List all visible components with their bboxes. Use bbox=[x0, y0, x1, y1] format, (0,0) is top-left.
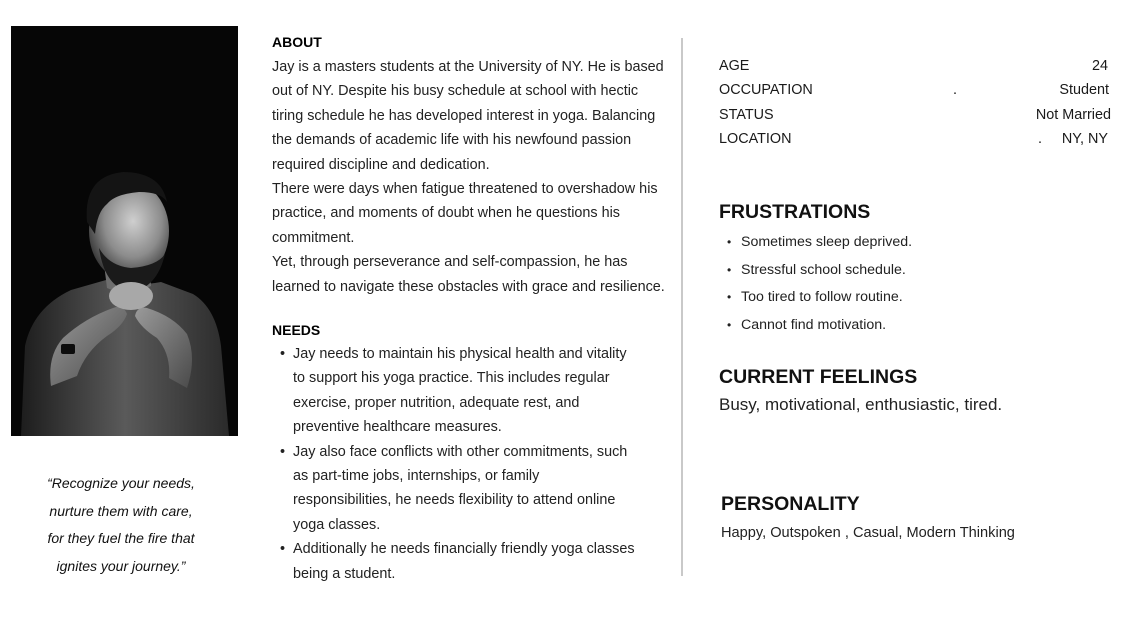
bullet-icon: • bbox=[727, 317, 732, 332]
info-row-age bbox=[719, 54, 1111, 78]
separator-dot: . bbox=[1038, 131, 1042, 148]
personality-title: PERSONALITY bbox=[721, 493, 860, 515]
frustration-text: Sometimes sleep deprived. bbox=[741, 234, 913, 250]
about-line: required discipline and dedication. bbox=[272, 156, 490, 173]
persona-info bbox=[719, 54, 1111, 152]
info-key: OCCUPATION bbox=[719, 82, 813, 99]
frustration-text: Stressful school schedule. bbox=[741, 261, 906, 278]
bullet-icon: • bbox=[280, 541, 286, 558]
info-row-location bbox=[719, 127, 1111, 151]
bullet-icon: • bbox=[727, 235, 732, 249]
needs-line: to support his yoga practice. This includes regular bbox=[293, 370, 610, 387]
about-line: practice, and moments of doubt when he questions his bbox=[272, 205, 620, 222]
info-key: STATUS bbox=[719, 106, 774, 123]
frustration-item bbox=[727, 312, 912, 340]
info-value: NY, NY bbox=[1061, 131, 1108, 148]
quote-line: ignites your journey.” bbox=[56, 557, 186, 574]
info-value: Student bbox=[1059, 82, 1109, 99]
needs-line: preventive healthcare measures. bbox=[293, 419, 502, 436]
info-value: Not Married bbox=[1035, 106, 1111, 123]
needs-line: responsibilities, he needs flexibility to attend online bbox=[293, 492, 616, 509]
needs-line: being a student. bbox=[293, 565, 396, 582]
personality-text: Happy, Outspoken , Casual, Modern Thinking bbox=[721, 525, 1015, 541]
about-line: learned to navigate these obstacles with grace and resilience. bbox=[272, 278, 665, 295]
about-line: commitment. bbox=[272, 229, 355, 246]
bullet-icon: • bbox=[727, 262, 732, 277]
needs-line: Jay needs to maintain his physical health and vitality bbox=[293, 346, 627, 362]
info-key: AGE bbox=[719, 58, 750, 74]
needs-line: Jay also face conflicts with other commitments, such bbox=[293, 443, 628, 460]
about-line: There were days when fatigue threatened to overshadow his bbox=[272, 181, 658, 198]
quote-line: for they fuel the fire that bbox=[47, 530, 195, 546]
frustration-text: Too tired to follow routine. bbox=[741, 289, 903, 305]
column-divider bbox=[681, 38, 683, 576]
needs-item bbox=[280, 342, 650, 440]
about-line: the demands of academic life with his newfound passion bbox=[272, 132, 632, 149]
bullet-icon: • bbox=[727, 290, 732, 304]
current-feelings-text: Busy, motivational, enthusiastic, tired. bbox=[719, 395, 1003, 414]
needs-list bbox=[280, 342, 650, 586]
bullet-icon: • bbox=[280, 346, 286, 362]
persona-quote bbox=[11, 470, 231, 580]
about-line: Yet, through perseverance and self-compassion, he has bbox=[272, 254, 628, 271]
needs-title: NEEDS bbox=[272, 322, 321, 338]
profile-photo bbox=[11, 26, 238, 436]
about-line: out of NY. Despite his busy schedule at school with hectic bbox=[272, 83, 639, 100]
quote-line: nurture them with care, bbox=[49, 502, 193, 519]
info-key: LOCATION bbox=[719, 131, 792, 148]
frustration-item bbox=[727, 257, 912, 285]
frustrations-list bbox=[727, 229, 912, 339]
frustration-text: Cannot find motivation. bbox=[741, 316, 887, 333]
frustrations-title: FRUSTRATIONS bbox=[719, 201, 871, 223]
portrait-photo-icon bbox=[11, 26, 238, 436]
about-line: Jay is a masters students at the University of NY. He is based bbox=[272, 59, 664, 75]
about-text bbox=[272, 55, 672, 299]
frustration-item bbox=[727, 229, 912, 257]
info-row-status bbox=[719, 103, 1111, 127]
needs-line: Additionally he needs financially friendly yoga classes bbox=[293, 541, 635, 558]
needs-line: yoga classes. bbox=[293, 516, 381, 533]
about-section bbox=[272, 33, 672, 299]
about-line: tiring schedule he has developed interest in yoga. Balancing bbox=[272, 107, 656, 124]
needs-item bbox=[280, 537, 650, 586]
bullet-icon: • bbox=[280, 443, 286, 460]
about-title: ABOUT bbox=[272, 34, 322, 50]
needs-line: as part-time jobs, internships, or family bbox=[293, 468, 540, 485]
needs-item bbox=[280, 440, 650, 538]
frustration-item bbox=[727, 284, 912, 312]
current-feelings-title: CURRENT FEELINGS bbox=[719, 366, 918, 388]
info-row-occupation bbox=[719, 78, 1111, 102]
separator-dot: . bbox=[953, 82, 957, 99]
quote-line: “Recognize your needs, bbox=[47, 475, 195, 491]
needs-line: exercise, proper nutrition, adequate rest, and bbox=[293, 394, 580, 411]
info-value: 24 bbox=[1091, 58, 1108, 74]
